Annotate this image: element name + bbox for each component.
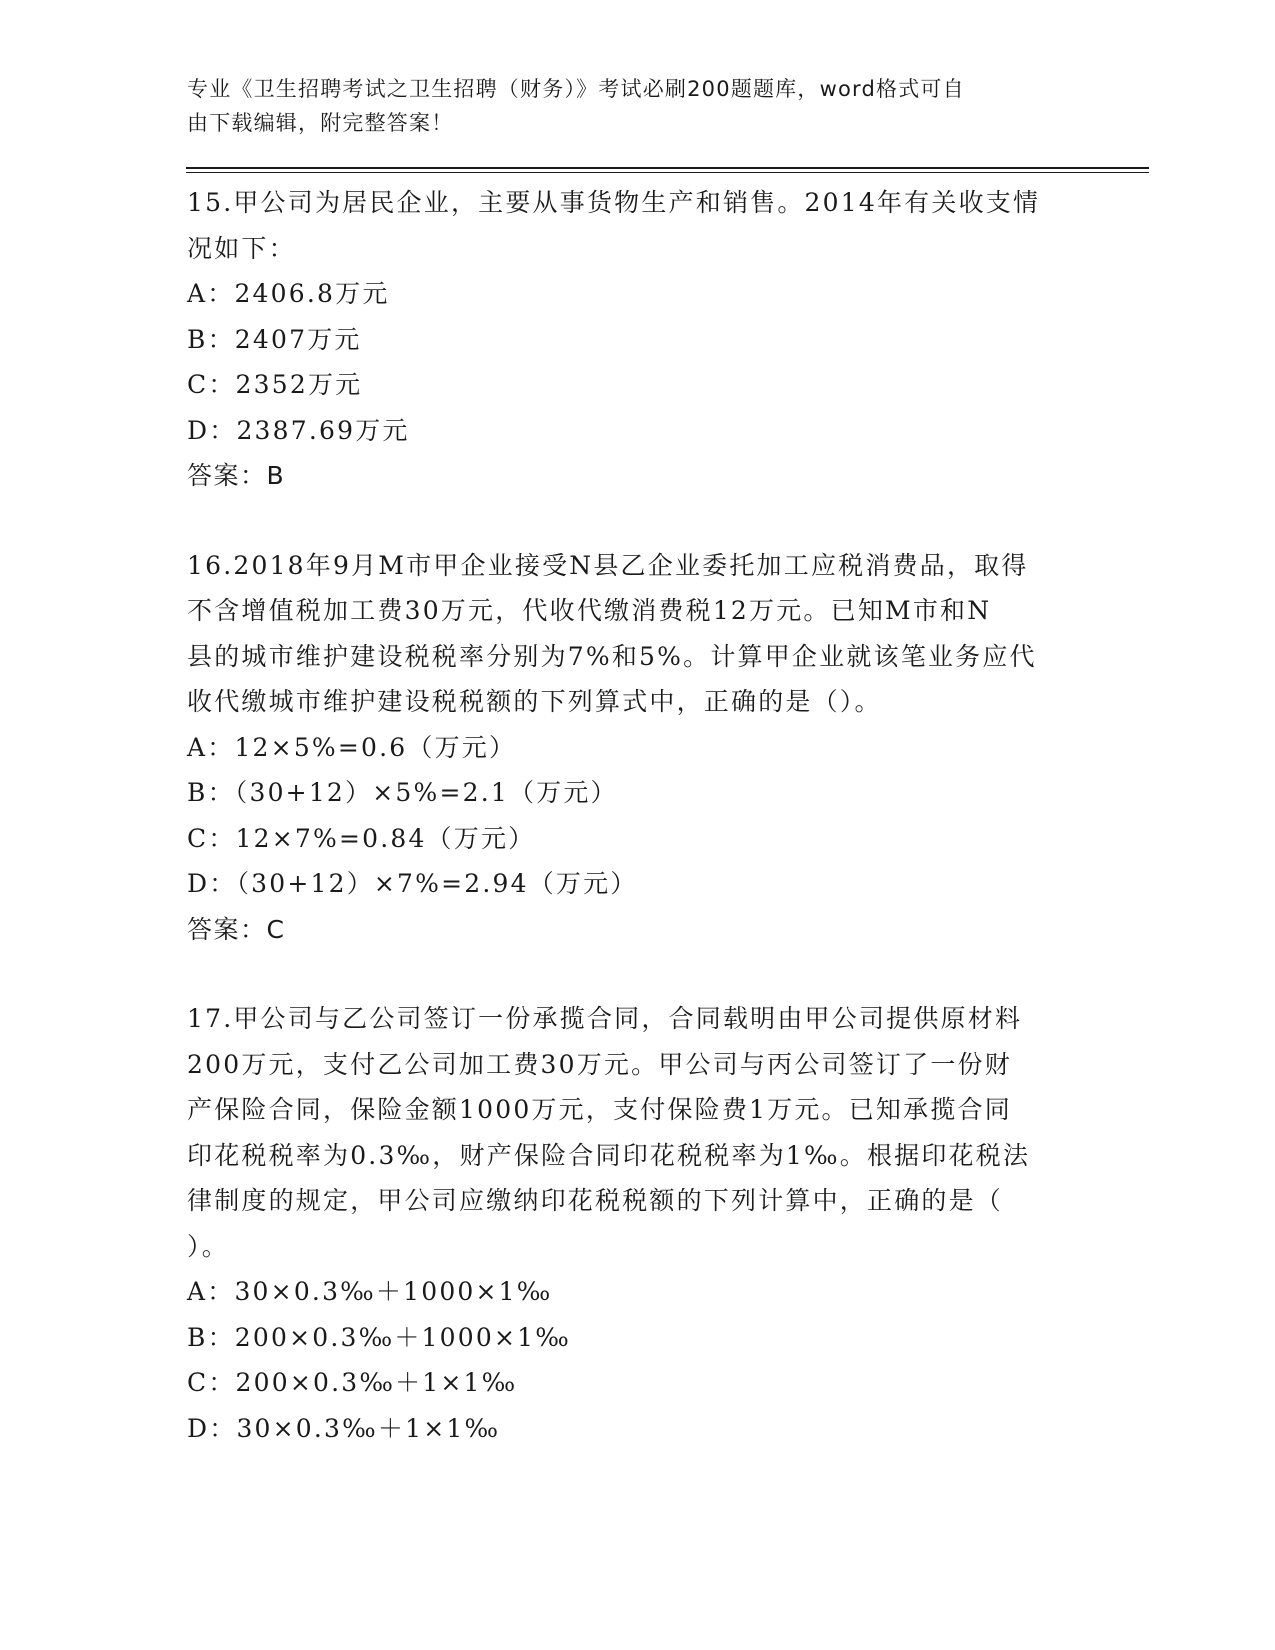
answer-line: 答案：B [187,461,286,490]
option-b: B：2407万元 [187,324,362,354]
question-stem-line: 17.甲公司与乙公司签订一份承揽合同，合同载明由甲公司提供原材料 [187,1004,1023,1033]
question-stem-line: 15.甲公司为居民企业，主要从事货物生产和销售。2014年有关收支情 [187,188,1041,217]
option-d: D：2387.69万元 [187,415,410,445]
question-list [187,180,1087,1451]
option-a: A：2406.8万元 [187,279,390,308]
question-stem-line: 16.2018年9月M市甲企业接受N县乙企业委托加工应税消费品，取得 [187,550,1029,580]
option-a: A：12×5%=0.6（万元） [187,732,517,762]
option-d: D：30×0.3‰＋1×1‰ [187,1413,501,1443]
question-stem-line: 印花税税率为0.3‰，财产保险合同印花税税率为1‰。根据印花税法 [187,1140,1031,1170]
question-stem-line: 200万元，支付乙公司加工费30万元。甲公司与丙公司签订了一份财 [187,1049,1012,1079]
document-page [187,72,1087,1451]
option-b: B：（30+12）×5%=2.1（万元） [187,778,618,807]
header-line: 由下载编辑，附完整答案！ [187,111,454,135]
question-stem-line: 律制度的规定，甲公司应缴纳印花税税额的下列计算中，正确的是（ [187,1186,1004,1215]
question-16 [187,543,1087,953]
question-stem-line: 收代缴城市维护建设税税额的下列算式中，正确的是（）。 [187,687,882,716]
question-stem-line: 不含增值税加工费30万元，代收代缴消费税12万元。已知M市和N [187,596,992,625]
option-a: A：30×0.3‰＋1000×1‰ [187,1277,553,1306]
answer-line: 答案：C [187,914,286,944]
header-divider [186,167,1149,173]
header-line: 专业《卫生招聘考试之卫生招聘（财务）》考试必刷200题题库，word格式可自 [187,77,965,101]
question-17 [187,996,1087,1451]
question-stem-line: 况如下： [187,233,296,263]
document-header [187,72,1087,140]
option-c: C：12×7%=0.84（万元） [187,823,536,853]
question-stem-line: 县的城市维护建设税税率分别为7%和5%。计算甲企业就该笔业务应代 [187,641,1037,671]
option-c: C：200×0.3‰＋1×1‰ [187,1368,518,1397]
option-c: C：2352万元 [187,370,363,399]
option-d: D：（30+12）×7%=2.94（万元） [187,869,638,898]
option-b: B：200×0.3‰＋1000×1‰ [187,1322,571,1352]
question-stem-line: 产保险合同，保险金额1000万元，支付保险费1万元。已知承揽合同 [187,1095,1012,1124]
question-stem-line: ）。 [187,1231,229,1261]
question-15 [187,180,1087,499]
